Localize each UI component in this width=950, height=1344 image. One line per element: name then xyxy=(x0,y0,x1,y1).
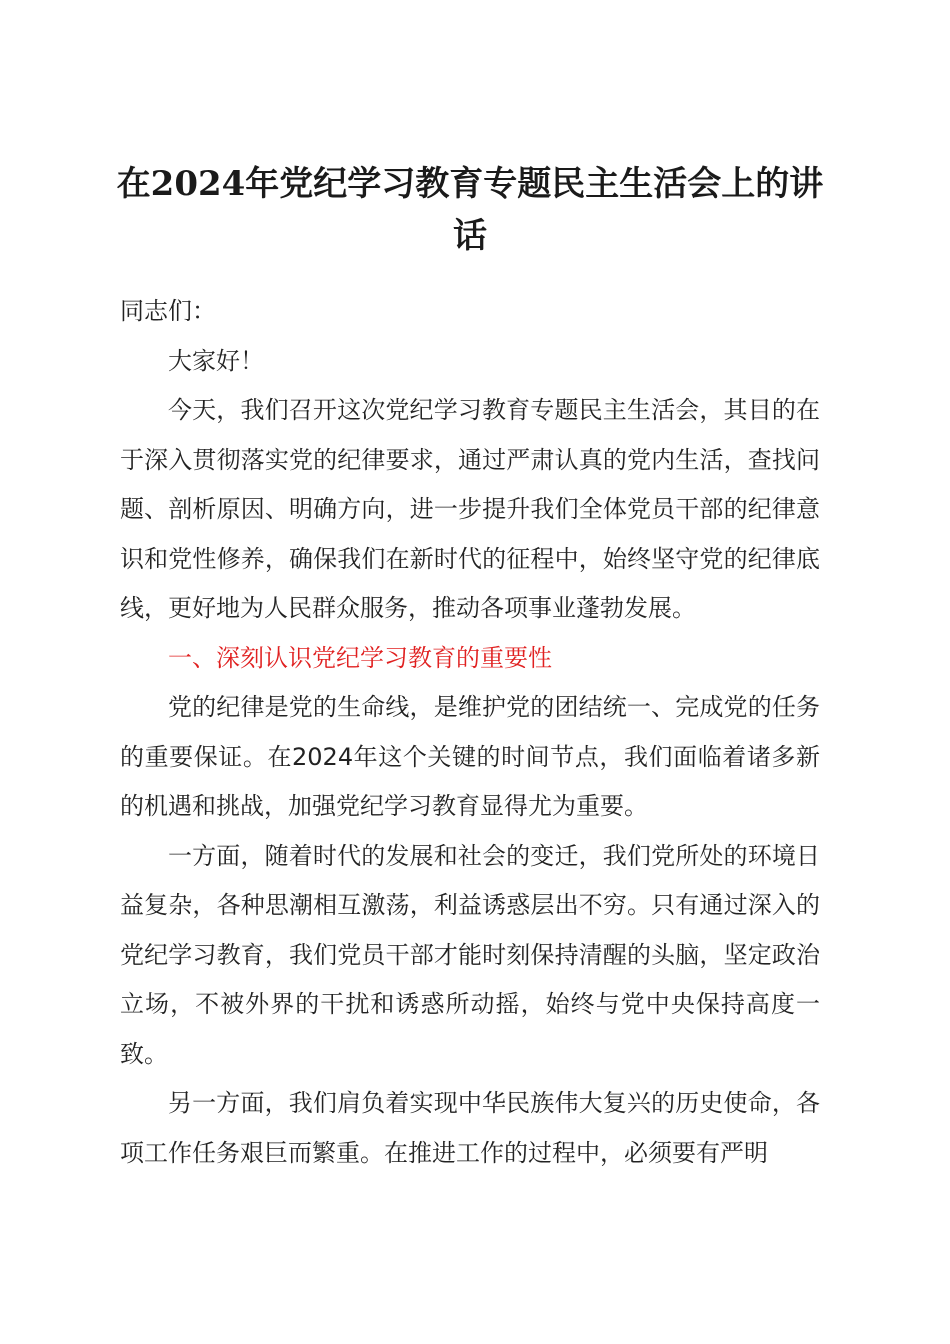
section-heading: 一、深刻认识党纪学习教育的重要性 xyxy=(168,643,552,672)
greeting-paragraph: 大家好！ xyxy=(168,346,264,375)
page-title: 在2024年党纪学习教育专题民主生活会上的讲话 xyxy=(116,164,824,256)
intro-paragraph: 今天，我们召开这次党纪学习教育专题民主生活会，其目的在于深入贯彻落实党的纪律要求，通过严肃认真的党内生活，查找问题、剖析原因、明确方向，进一步提升我们全体党员干部的纪律意识和党性修养，确保我们在新时代的征程中，始终坚守党的纪律底线，更好地为人民群众服务，推动各项事业蓬勃发展。 xyxy=(120,396,820,622)
body-paragraph: 另一方面，我们肩负着实现中华民族伟大复兴的历史使命，各项工作任务艰巨而繁重。在推进工作的过程中，必须要有严明 xyxy=(120,1089,820,1167)
body-paragraph: 一方面，随着时代的发展和社会的变迁，我们党所处的环境日益复杂，各种思潮相互激荡，利益诱惑层出不穷。只有通过深入的党纪学习教育，我们党员干部才能时刻保持清醒的头脑，坚定政治立场，不被外界的干扰和诱惑所动摇，始终与党中央保持高度一致。 xyxy=(120,841,820,1068)
salutation: 同志们： xyxy=(120,297,216,325)
document-body xyxy=(120,287,820,1178)
body-paragraph: 党的纪律是党的生命线，是维护党的团结统一、完成党的任务的重要保证。在2024年这个关键的时间节点，我们面临着诸多新的机遇和挑战，加强党纪学习教育显得尤为重要。 xyxy=(120,693,820,820)
